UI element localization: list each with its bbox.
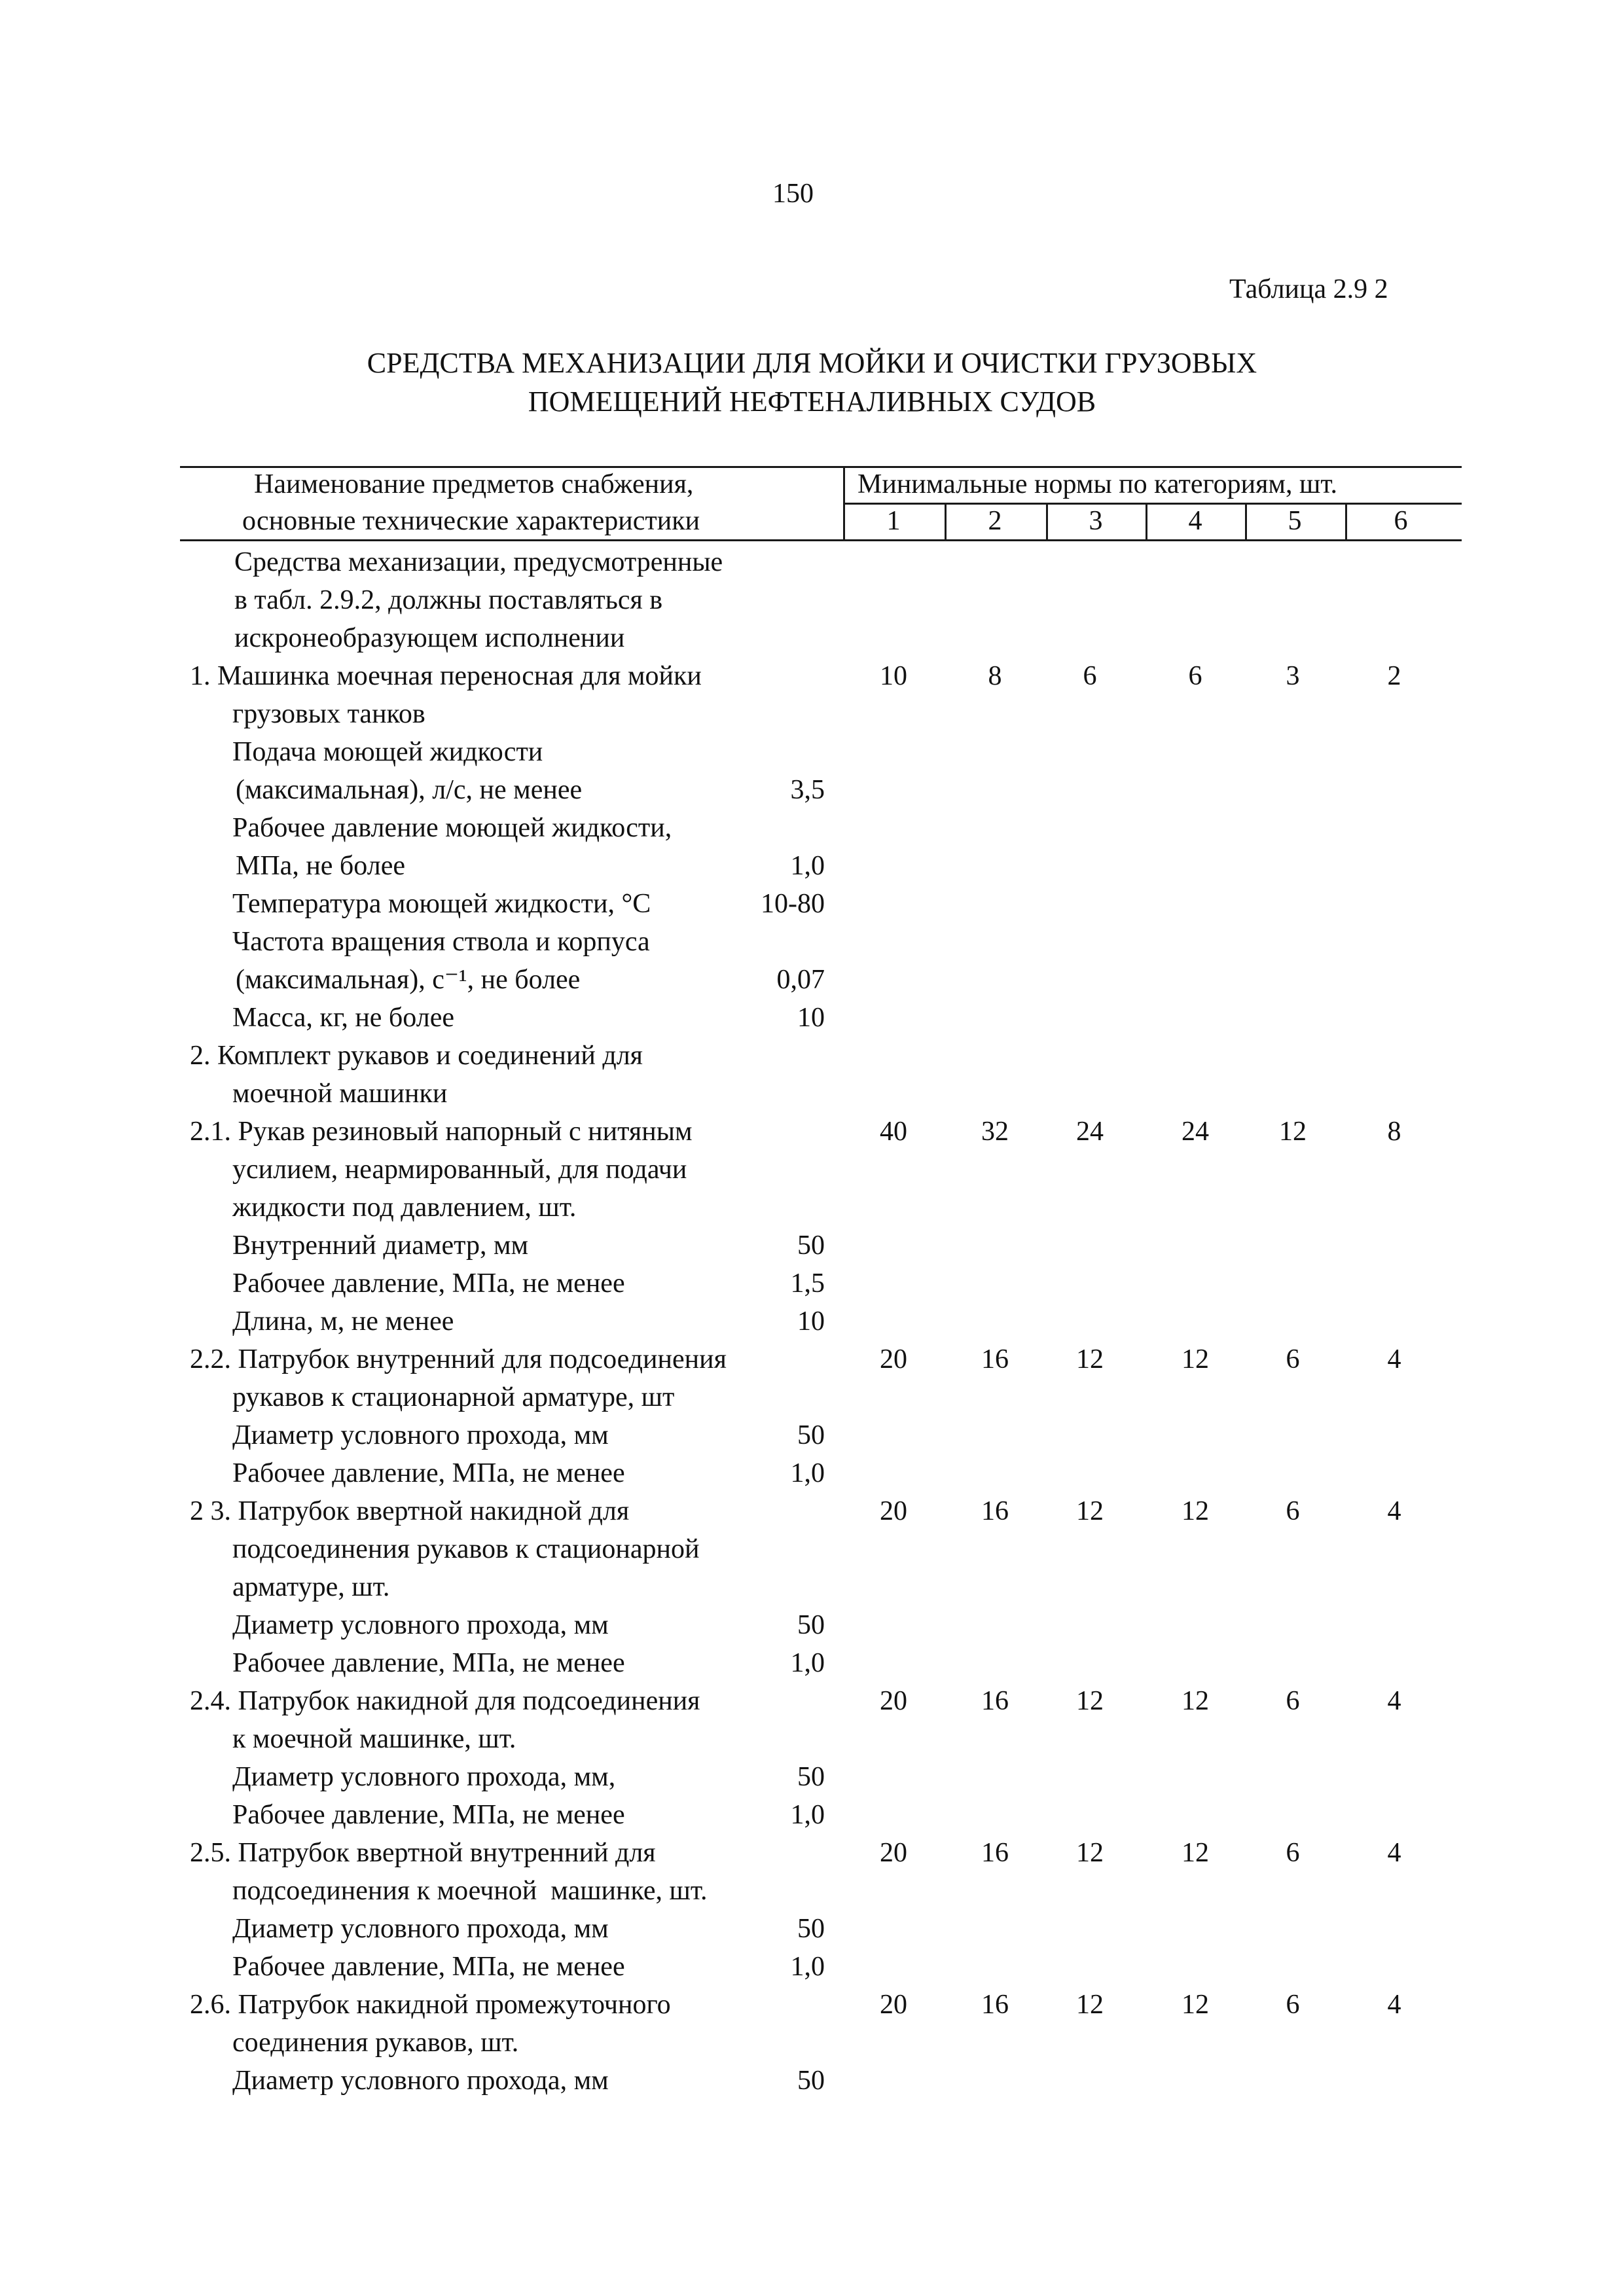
norm-value: 8	[1387, 1117, 1401, 1147]
norm-value: 12	[1182, 1838, 1209, 1868]
norm-value: 20	[880, 1838, 907, 1868]
norm-value: 4	[1387, 1838, 1401, 1868]
spec-value: 1,5	[790, 1268, 825, 1299]
norm-value: 4	[1387, 1344, 1401, 1374]
category-divider	[945, 503, 947, 539]
norm-value: 20	[880, 1686, 907, 1716]
norm-value: 12	[1279, 1117, 1307, 1147]
category-number: 3	[1089, 506, 1103, 536]
intro-line: искронеобразующем исполнении	[234, 623, 625, 653]
spec-label: Частота вращения ствола и корпуса	[232, 927, 650, 957]
category-number: 1	[886, 506, 901, 536]
spec-value: 50	[797, 1420, 825, 1450]
page-number: 150	[772, 179, 814, 209]
spec-label: Рабочее давление, МПа, не менее	[232, 1458, 625, 1488]
intro-line: Средства механизации, предусмотренные	[234, 547, 723, 577]
norm-value: 20	[880, 1990, 907, 2020]
header-name-line-2: основные технические характеристики	[242, 506, 700, 536]
norm-value: 12	[1076, 1838, 1104, 1868]
spec-label: Рабочее давление, МПа, не менее	[232, 1952, 625, 1982]
spec-value: 50	[797, 1230, 825, 1261]
category-number: 4	[1188, 506, 1202, 536]
spec-label: (максимальная), л/с, не менее	[236, 775, 583, 805]
spec-label: Диаметр условного прохода, мм,	[232, 1762, 616, 1792]
norm-value: 12	[1076, 1344, 1104, 1374]
spec-label: Рабочее давление, МПа, не менее	[232, 1800, 625, 1830]
item-name-continued: подсоединения рукавов к стационарной	[232, 1534, 700, 1564]
spec-value: 1,0	[790, 1800, 825, 1830]
item-name-continued: подсоединения к моечной машинке, шт.	[232, 1876, 708, 1906]
table-title-line-2: ПОМЕЩЕНИЙ НЕФТЕНАЛИВНЫХ СУДОВ	[528, 386, 1096, 418]
spec-label: МПа, не более	[236, 851, 405, 881]
header-divider	[843, 466, 845, 539]
item-name: 2.1. Рукав резиновый напорный с нитяным	[190, 1117, 693, 1147]
spec-label: Внутренний диаметр, мм	[232, 1230, 529, 1261]
spec-label: Длина, м, не менее	[232, 1306, 454, 1336]
spec-label: Температура моющей жидкости, °С	[232, 889, 651, 919]
norm-value: 4	[1387, 1496, 1401, 1526]
table-label: Таблица 2.9 2	[1229, 274, 1388, 304]
spec-label: (максимальная), с⁻¹, не более	[236, 965, 581, 995]
norm-value: 12	[1182, 1686, 1209, 1716]
categories-rule	[843, 503, 1462, 505]
norm-value: 24	[1076, 1117, 1104, 1147]
spec-value: 0,07	[776, 965, 825, 995]
header-name-line-1: Наименование предметов снабжения,	[254, 469, 694, 499]
norm-value: 6	[1286, 1838, 1300, 1868]
item-name-continued: арматуре, шт.	[232, 1572, 390, 1602]
spec-label: Диаметр условного прохода, мм	[232, 1914, 609, 1944]
norm-value: 6	[1286, 1990, 1300, 2020]
item-name: 2.6. Патрубок накидной промежуточного	[190, 1990, 671, 2020]
item-name: 1. Машинка моечная переносная для мойки	[190, 661, 702, 691]
spec-value: 10	[797, 1306, 825, 1336]
category-number: 5	[1288, 506, 1302, 536]
category-number: 6	[1394, 506, 1408, 536]
header-bottom-rule	[180, 539, 1462, 541]
spec-value: 50	[797, 1914, 825, 1944]
norm-value: 16	[981, 1344, 1009, 1374]
category-number: 2	[988, 506, 1002, 536]
norm-value: 12	[1182, 1344, 1209, 1374]
norm-value: 32	[981, 1117, 1009, 1147]
item-name-continued: к моечной машинке, шт.	[232, 1724, 516, 1754]
norm-value: 12	[1076, 1496, 1104, 1526]
norm-value: 12	[1182, 1496, 1209, 1526]
item-name-continued: рукавов к стационарной арматуре, шт	[232, 1382, 675, 1412]
norm-value: 20	[880, 1344, 907, 1374]
spec-label: Диаметр условного прохода, мм	[232, 1420, 609, 1450]
norm-value: 3	[1286, 661, 1300, 691]
spec-label: Масса, кг, не более	[232, 1003, 454, 1033]
norm-value: 10	[880, 661, 907, 691]
table-title-line-1: СРЕДСТВА МЕХАНИЗАЦИИ ДЛЯ МОЙКИ И ОЧИСТКИ ГРУЗОВЫХ	[367, 347, 1257, 379]
category-divider	[1146, 503, 1147, 539]
item-name: 2.4. Патрубок накидной для подсоединения	[190, 1686, 700, 1716]
item-name-continued: усилием, неармированный, для подачи	[232, 1155, 687, 1185]
spec-value: 1,0	[790, 1648, 825, 1678]
spec-value: 50	[797, 1610, 825, 1640]
norm-value: 6	[1286, 1344, 1300, 1374]
norm-value: 16	[981, 1686, 1009, 1716]
norm-value: 8	[988, 661, 1002, 691]
norm-value: 40	[880, 1117, 907, 1147]
norm-value: 6	[1286, 1496, 1300, 1526]
spec-value: 1,0	[790, 851, 825, 881]
spec-label: Рабочее давление моющей жидкости,	[232, 813, 672, 843]
item-name: 2. Комплект рукавов и соединений для	[190, 1041, 643, 1071]
category-divider	[1245, 503, 1247, 539]
norm-value: 6	[1286, 1686, 1300, 1716]
item-name: 2 3. Патрубок ввертной накидной для	[190, 1496, 630, 1526]
category-divider	[1345, 503, 1347, 539]
norm-value: 12	[1076, 1990, 1104, 2020]
item-name-continued: моечной машинки	[232, 1079, 448, 1109]
header-norms: Минимальные нормы по категориям, шт.	[857, 469, 1338, 499]
norm-value: 20	[880, 1496, 907, 1526]
spec-value: 50	[797, 1762, 825, 1792]
spec-value: 50	[797, 2066, 825, 2096]
spec-value: 1,0	[790, 1458, 825, 1488]
norm-value: 16	[981, 1838, 1009, 1868]
norm-value: 6	[1188, 661, 1202, 691]
spec-value: 3,5	[790, 775, 825, 805]
item-name-continued: грузовых танков	[232, 699, 425, 729]
item-name: 2.2. Патрубок внутренний для подсоединения	[190, 1344, 727, 1374]
norm-value: 12	[1182, 1990, 1209, 2020]
spec-label: Рабочее давление, МПа, не менее	[232, 1648, 625, 1678]
item-name-continued: жидкости под давлением, шт.	[232, 1193, 577, 1223]
spec-value: 10-80	[761, 889, 825, 919]
category-divider	[1046, 503, 1048, 539]
norm-value: 24	[1182, 1117, 1209, 1147]
spec-label: Диаметр условного прохода, мм	[232, 1610, 609, 1640]
spec-value: 1,0	[790, 1952, 825, 1982]
spec-label: Диаметр условного прохода, мм	[232, 2066, 609, 2096]
norm-value: 4	[1387, 1990, 1401, 2020]
item-name-continued: соединения рукавов, шт.	[232, 2028, 519, 2058]
norm-value: 4	[1387, 1686, 1401, 1716]
item-name: 2.5. Патрубок ввертной внутренний для	[190, 1838, 656, 1868]
spec-value: 10	[797, 1003, 825, 1033]
intro-line: в табл. 2.9.2, должны поставляться в	[234, 585, 663, 615]
spec-label: Подача моющей жидкости	[232, 737, 543, 767]
norm-value: 6	[1083, 661, 1097, 691]
norm-value: 2	[1387, 661, 1401, 691]
norm-value: 16	[981, 1990, 1009, 2020]
norm-value: 16	[981, 1496, 1009, 1526]
norm-value: 12	[1076, 1686, 1104, 1716]
spec-label: Рабочее давление, МПа, не менее	[232, 1268, 625, 1299]
